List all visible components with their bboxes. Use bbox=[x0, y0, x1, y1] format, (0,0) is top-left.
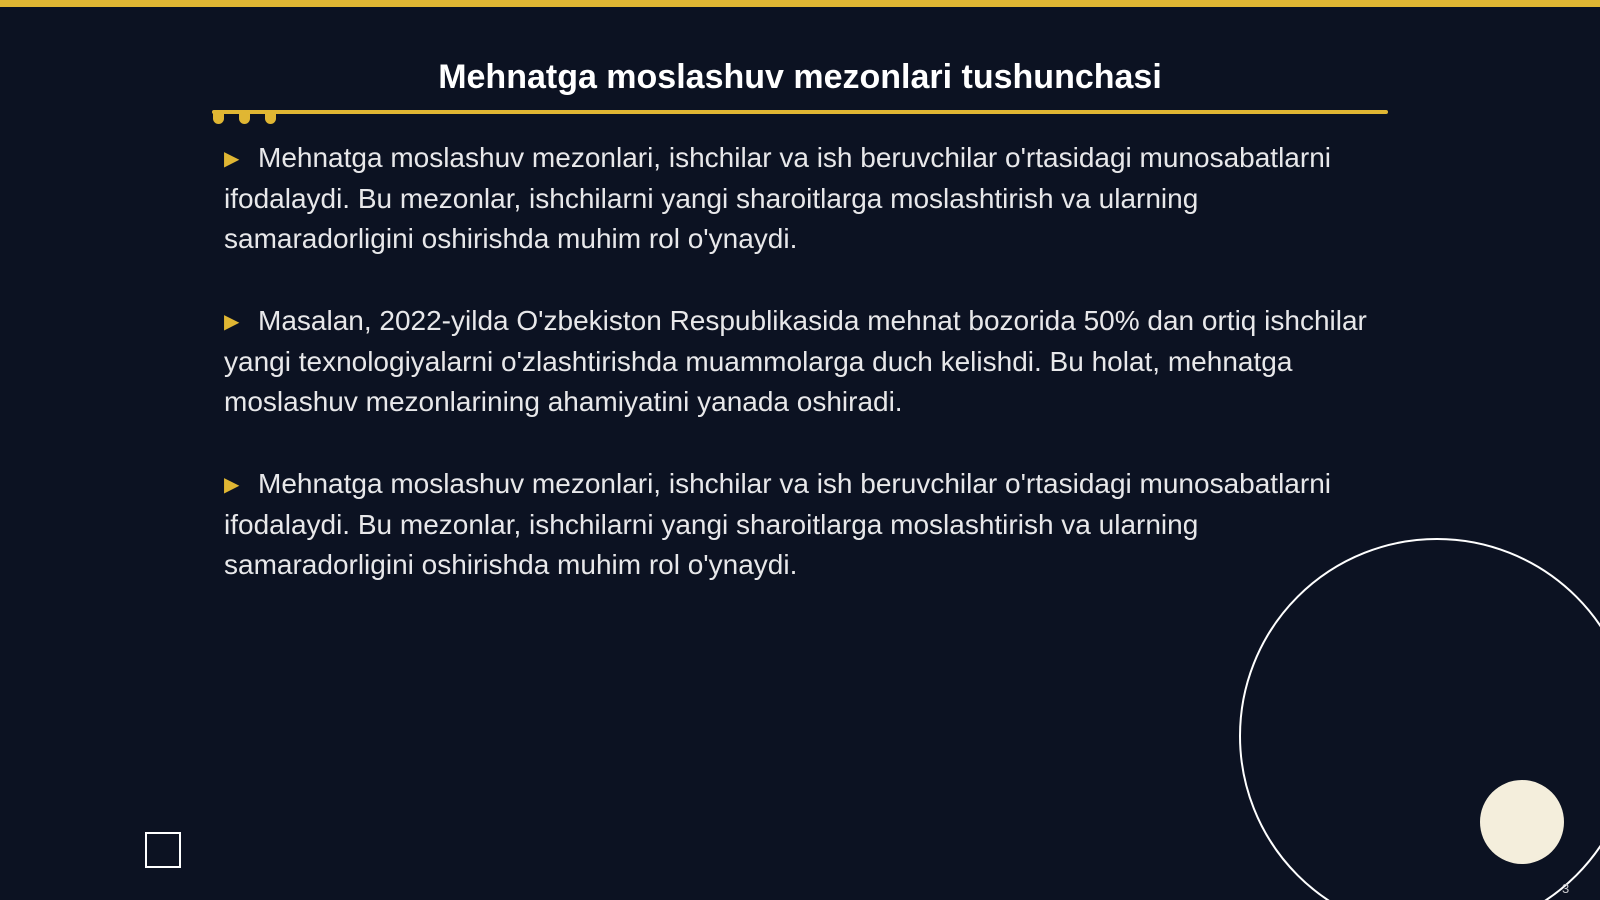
top-accent-bar bbox=[0, 0, 1600, 7]
bullet-text: Mehnatga moslashuv mezonlari, ishchilar va ish beruvchilar o'rtasidagi munosabatlarni ifodalaydi. Bu mezonlar, ishchilarni yangi sharoitlarga moslashtirish va ularning samaradorligini oshirishda muhim rol o'ynaydi. bbox=[224, 142, 1331, 254]
bullet-arrow-icon: ▶ bbox=[224, 474, 240, 496]
bullet-paragraph bbox=[224, 464, 1384, 585]
bullet-text: Mehnatga moslashuv mezonlari, ishchilar va ish beruvchilar o'rtasidagi munosabatlarni ifodalaydi. Bu mezonlar, ishchilarni yangi sharoitlarga moslashtirish va ularning samaradorligini oshirishda muhim rol o'ynaydi. bbox=[224, 468, 1331, 580]
bullet-text: Masalan, 2022-yilda O'zbekiston Respublikasida mehnat bozorida 50% dan ortiq ishchilar yangi texnologiyalarni o'zlashtirishda muammolarga duch kelishdi. Bu holat, mehnatga moslashuv mezonlarining ahamiyatini yanada oshiradi. bbox=[224, 305, 1367, 417]
bullet-paragraph bbox=[224, 301, 1384, 422]
bullet-arrow-icon: ▶ bbox=[224, 148, 240, 170]
decorative-circle-filled bbox=[1480, 780, 1564, 864]
bullet-list bbox=[224, 138, 1384, 627]
slide-title: Mehnatga moslashuv mezonlari tushunchasi bbox=[438, 58, 1162, 96]
decorative-dot bbox=[239, 112, 250, 124]
bullet-arrow-icon: ▶ bbox=[224, 311, 240, 333]
decorative-square-outline bbox=[145, 832, 181, 868]
decorative-dot bbox=[265, 112, 276, 124]
decorative-dot bbox=[213, 112, 224, 124]
bullet-paragraph bbox=[224, 138, 1384, 259]
title-underline bbox=[212, 110, 1388, 114]
page-number: 3 bbox=[1562, 881, 1570, 896]
